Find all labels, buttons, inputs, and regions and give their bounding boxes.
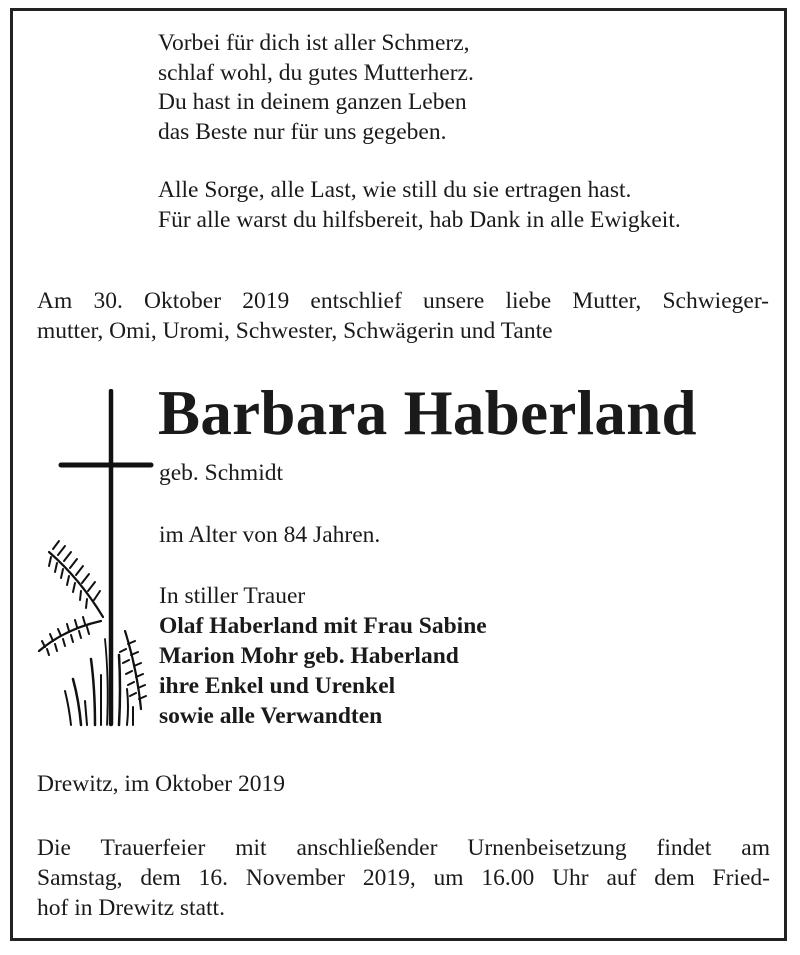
mourner-name: Marion Mohr geb. Haberland [159, 643, 459, 669]
mourner-name: ihre Enkel und Urenkel [159, 673, 396, 699]
poem-line: Du hast in deinem ganzen Leben [158, 89, 467, 115]
age-at-death: im Alter von 84 Jahren. [159, 522, 381, 548]
poem-line: das Beste nur für uns gegeben. [158, 118, 447, 145]
mourner-name: Olaf Haberland mit Frau Sabine [159, 613, 487, 639]
poem-line: Für alle warst du hilfsbereit, hab Dank in alle Ewigkeit. [158, 206, 681, 233]
funeral-line: Die Trauerfeier mit anschließender Urnenbeisetzung findet am [37, 835, 770, 861]
poem-line: Alle Sorge, alle Last, wie still du sie ertragen hast. [158, 177, 632, 203]
announcement-line: Am 30. Oktober 2019 entschlief unsere liebe Mutter, Schwieger- [37, 288, 769, 314]
funeral-notice [37, 833, 770, 923]
poem-stanza-1 [158, 29, 681, 147]
deceased-name: Barbara Haberland [158, 378, 697, 448]
mourning-heading: In stiller Trauer [159, 583, 306, 609]
place-and-date: Drewitz, im Oktober 2019 [37, 771, 286, 797]
memorial-poem [158, 29, 681, 235]
mourner-name: sowie alle Verwandten [159, 703, 383, 729]
mourners-block [159, 581, 487, 731]
cross-with-wheat-icon [25, 389, 155, 734]
funeral-line: hof in Drewitz statt. [37, 895, 225, 921]
birth-name: geb. Schmidt [159, 460, 284, 486]
funeral-line: Samstag, dem 16. November 2019, um 16.00 Uhr auf dem Fried- [37, 865, 770, 891]
announcement-line: mutter, Omi, Uromi, Schwester, Schwägerin und Tante [37, 318, 553, 344]
poem-line: schlaf wohl, du gutes Mutterherz. [158, 59, 474, 86]
poem-line: Vorbei für dich ist aller Schmerz, [158, 30, 470, 56]
death-announcement [37, 286, 769, 346]
poem-stanza-2 [158, 176, 681, 235]
obituary-frame [10, 8, 787, 941]
